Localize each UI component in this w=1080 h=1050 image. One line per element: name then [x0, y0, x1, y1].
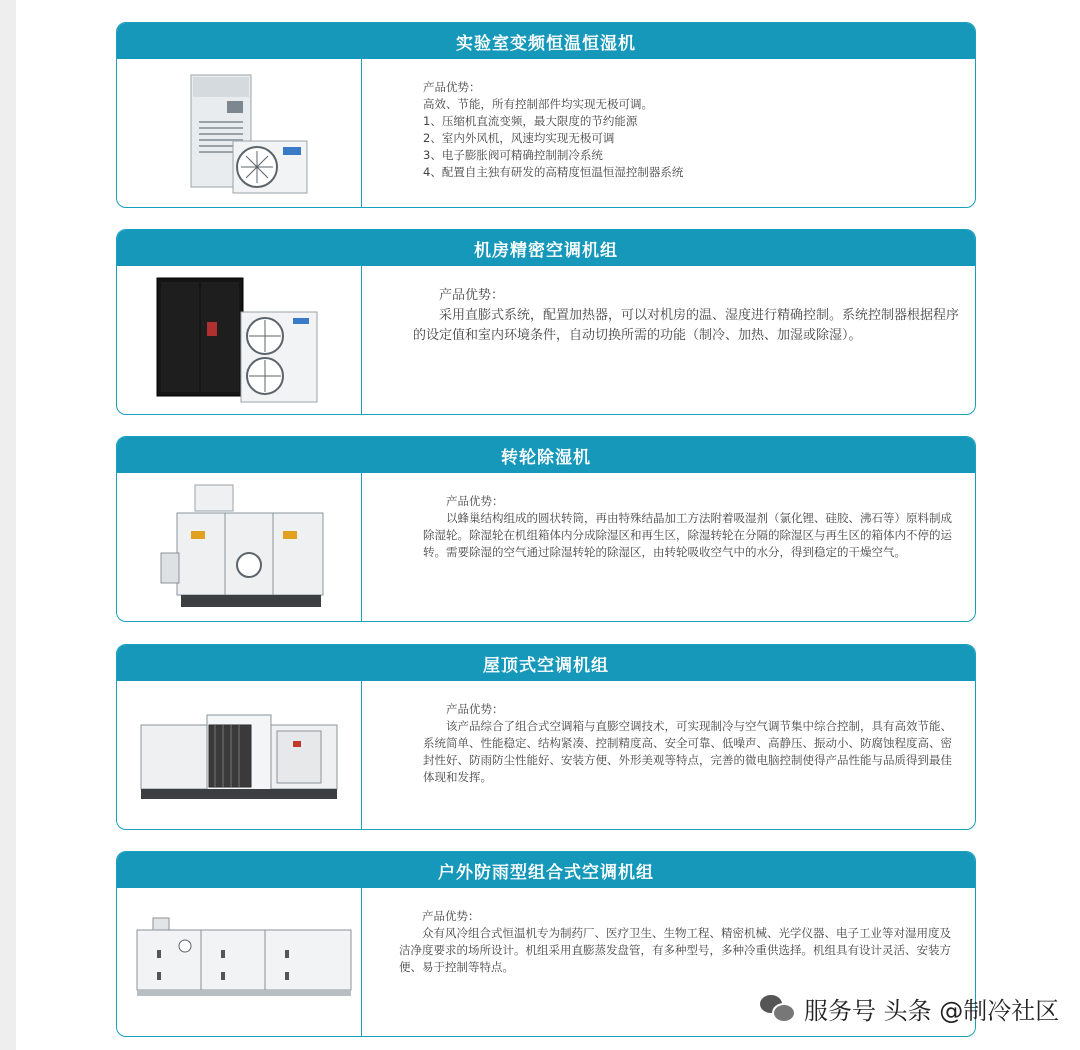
product-image-rooftop-unit: [117, 681, 361, 829]
product-card-2: [116, 229, 976, 415]
column-divider: [361, 59, 362, 207]
column-divider: [361, 266, 362, 414]
advantage-line: 高效、节能，所有控制部件均实现无极可调。: [423, 97, 653, 111]
product-description: 采用直膨式系统，配置加热器，可以对机房的温、湿度进行精确控制。系统控制器根据程序的设定值和室内环境条件，自动切换所需的功能（制冷、加热、加湿或除湿）。: [413, 308, 960, 343]
wechat-icon: [760, 993, 796, 1023]
product-description: 众有风冷组合式恒温机专为制药厂、医疗卫生、生物工程、精密机械、光学仪器、电子工业等对湿用度及洁净度要求的场所设计。机组采用直膨蒸发盘管，有多种型号，多种冷重供选择。机组具有设计灵活、安装方便、易于控制等特点。: [399, 926, 951, 974]
product-image-precision-ac: [117, 266, 361, 414]
advantage-label: 产品优势：: [439, 288, 505, 303]
advantage-label: 产品优势：: [446, 702, 504, 716]
product-description: 该产品综合了组合式空调箱与直膨空调技术，可实现制冷与空气调节集中综合控制，具有高效节能、系统简单、性能稳定、结构紧凑、控制精度高、安全可靠、低噪声、高静压、振动小、防腐蚀程度高、密封性好、防雨防尘性能好、安装方便、外形美观等特点，完善的微电脑控制使得产品性能与品质得到最佳体现和发挥。: [423, 719, 952, 784]
product-card-1: [116, 22, 976, 208]
column-divider: [361, 473, 362, 621]
product-image-outdoor-ahu: [117, 888, 361, 1036]
column-divider: [361, 888, 362, 1036]
advantage-line: 4、配置自主独有研发的高精度恒温恒湿控制器系统: [423, 165, 684, 179]
advantage-line: 3、电子膨胀阀可精确控制制冷系统: [423, 148, 603, 162]
product-title: 机房精密空调机组: [117, 230, 975, 266]
advantage-line: 2、室内外风机，风速均实现无极可调: [423, 131, 615, 145]
product-card-4: [116, 644, 976, 830]
watermark-text: 服务号 头条 @制冷社区: [804, 996, 1060, 1025]
product-card-3: [116, 436, 976, 622]
column-divider: [361, 681, 362, 829]
product-description: 以蜂巢结构组成的圆状转筒，再由特殊结晶加工方法附着吸湿剂（氯化锂、硅胶、沸石等）原料制成除湿轮。除湿轮在机组箱体内分成除湿区和再生区，除湿转轮在分隔的除湿区与再生区的箱体内不停的运转。需要除湿的空气通过除湿转轮的除湿区，由转轮吸收空气中的水分，得到稳定的干燥空气。: [423, 511, 952, 559]
product-image-desiccant-dehumidifier: [117, 473, 361, 621]
product-title: 转轮除湿机: [117, 437, 975, 473]
product-title: 户外防雨型组合式空调机组: [117, 852, 975, 888]
product-title: 屋顶式空调机组: [117, 645, 975, 681]
product-title: 实验室变频恒温恒湿机: [117, 23, 975, 59]
advantage-line: 1、压缩机直流变频，最大限度的节约能源: [423, 114, 638, 128]
watermark: [760, 988, 1070, 1028]
advantage-label: 产品优势：: [423, 80, 481, 94]
advantage-label: 产品优势：: [446, 494, 504, 508]
product-image-lab-unit: [117, 59, 361, 207]
advantage-label: 产品优势：: [422, 909, 480, 923]
left-margin-strip: [0, 0, 16, 1050]
